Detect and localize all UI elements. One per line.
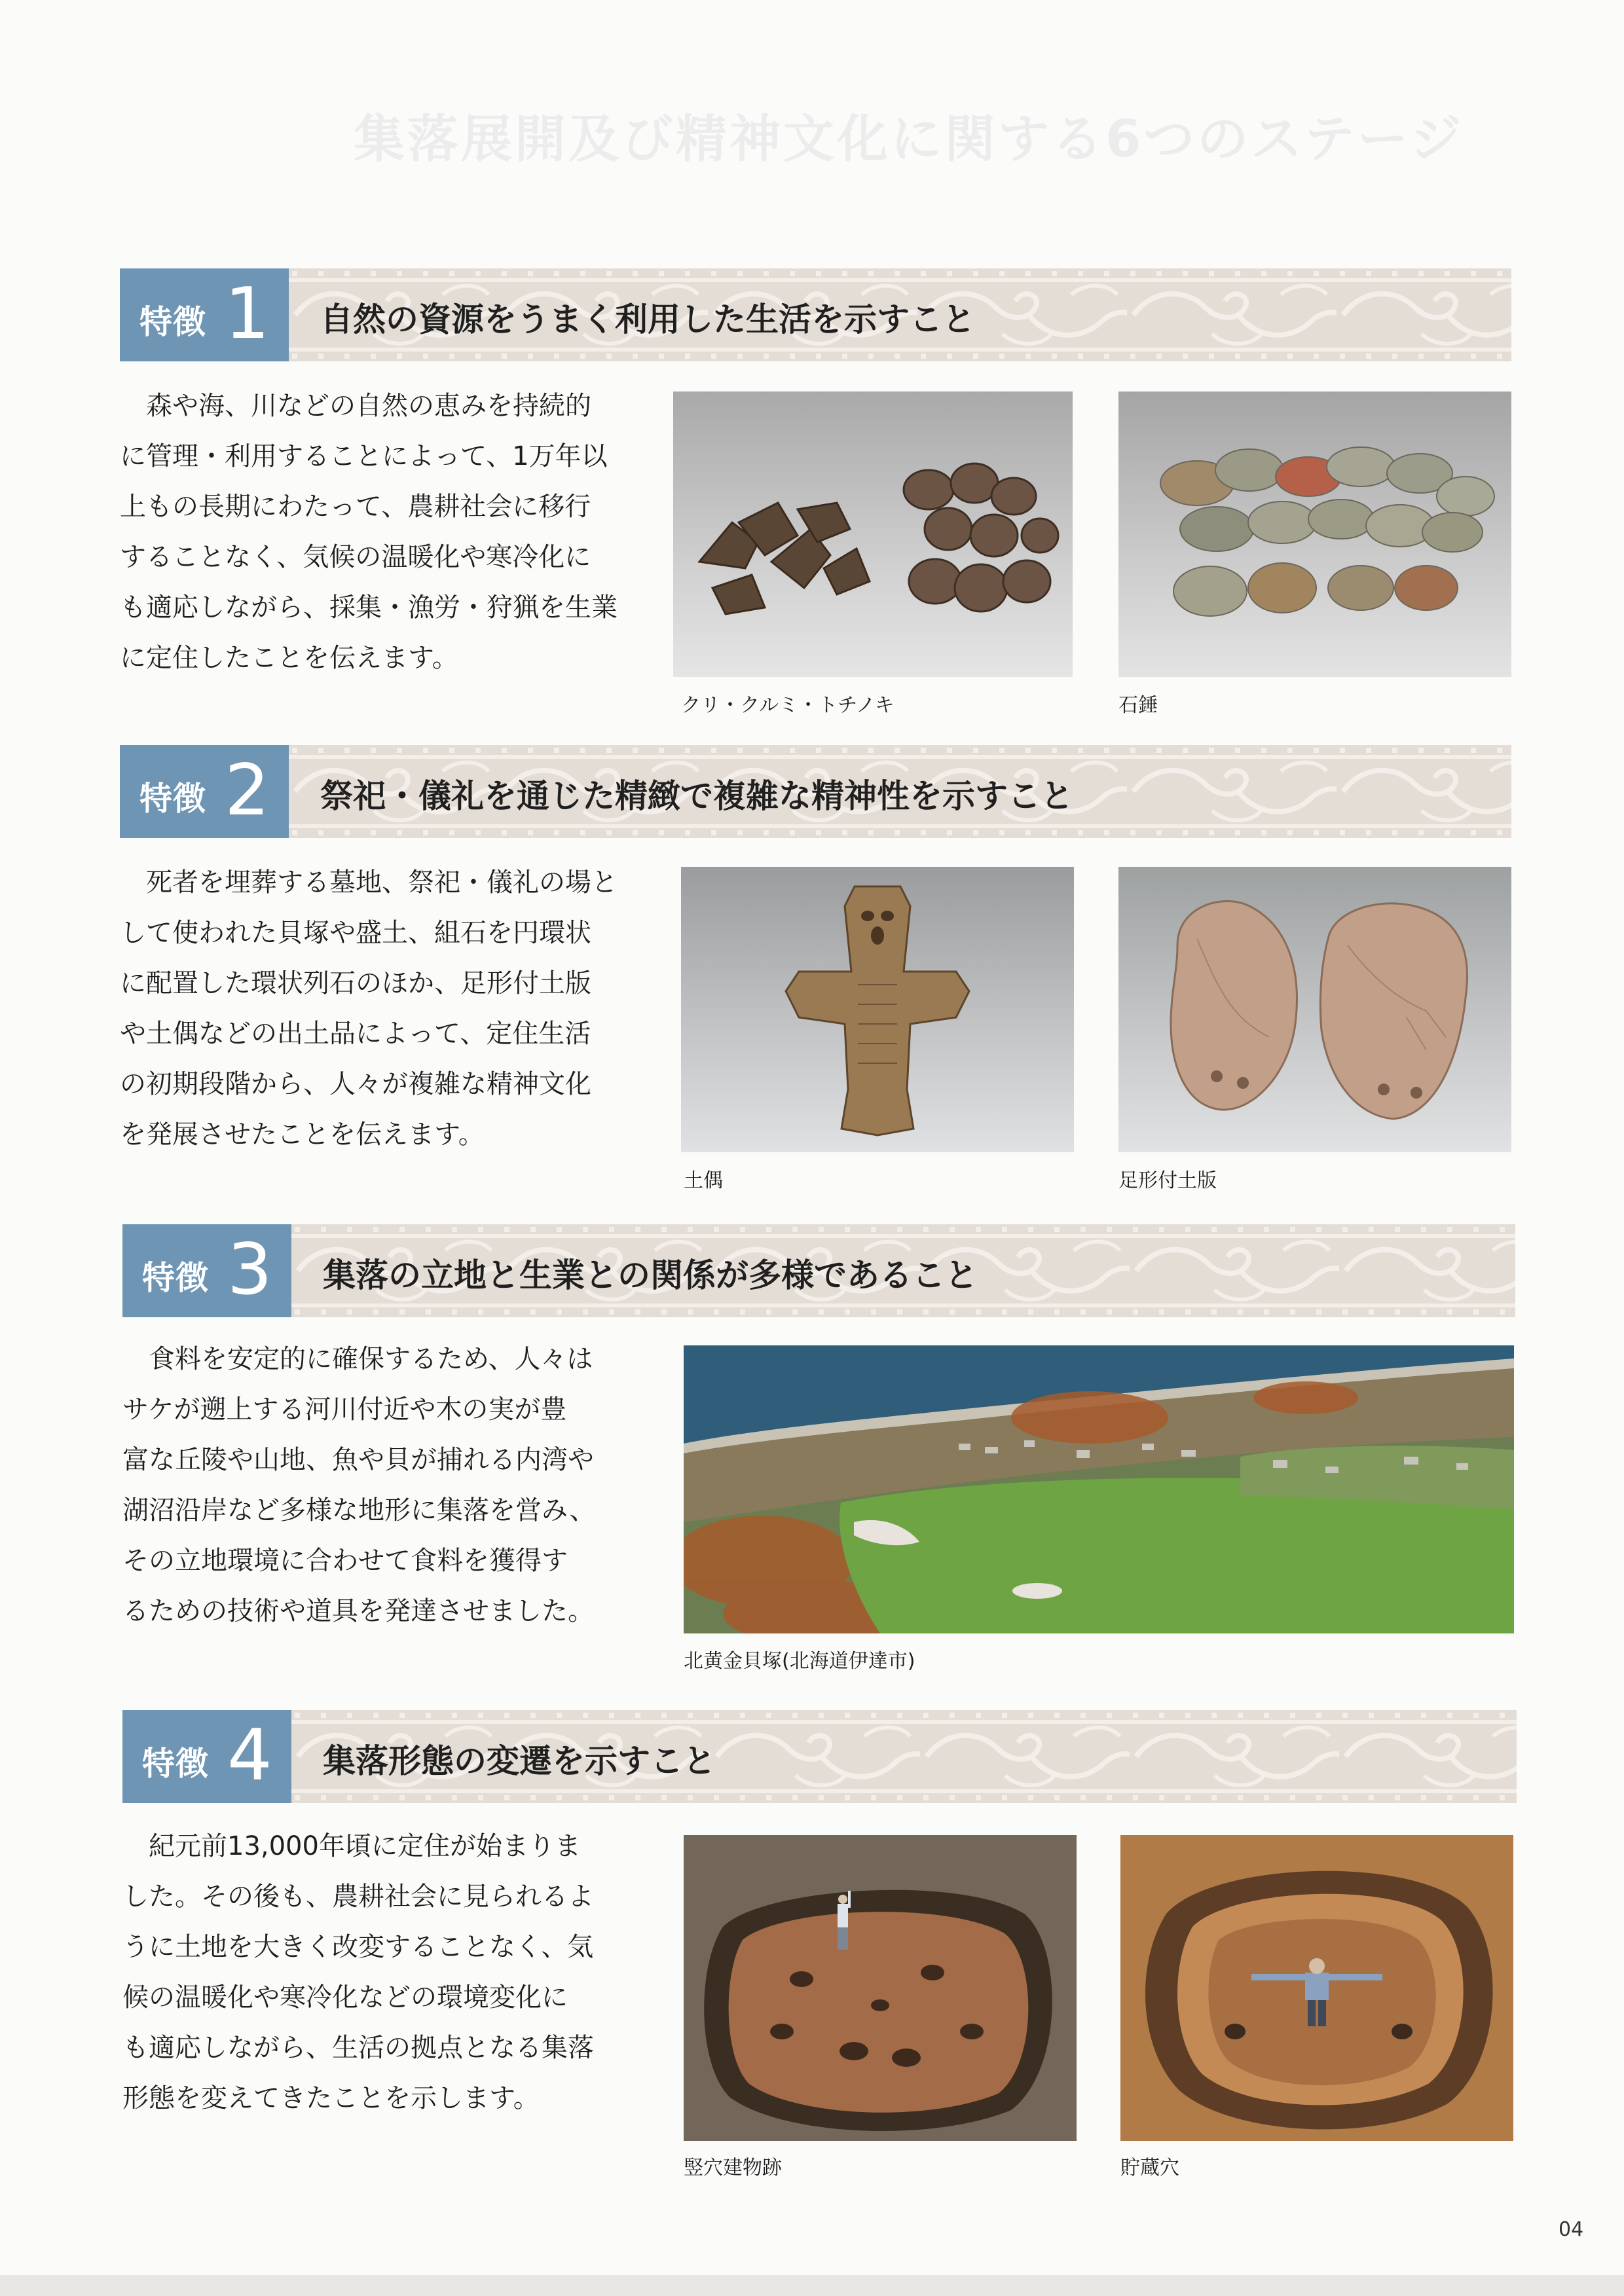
footprint-tablet-photo — [1118, 867, 1511, 1152]
feature-tag-label: 特徴 — [142, 1259, 209, 1297]
feature-1-band — [289, 268, 1511, 361]
body-line: その立地環境に合わせて食料を獲得す — [122, 1546, 568, 1576]
photo-caption: 竪穴建物跡 — [684, 2157, 782, 2179]
photo-caption: 足形付土版 — [1118, 1169, 1217, 1192]
body-line: 湖沼沿岸など多様な地形に集落を営み、 — [122, 1495, 596, 1525]
feature-2-body — [120, 858, 637, 1160]
feature-1-body — [120, 381, 637, 683]
body-line: して使われた貝塚や盛土、組石を円環状 — [120, 918, 591, 948]
body-line: や土偶などの出土品によって、定住生活 — [120, 1019, 591, 1049]
feature-tag-number: 2 — [225, 750, 270, 831]
feature-2-tag — [120, 745, 289, 838]
body-line: 候の温暖化や寒冷化などの環境変化に — [122, 1982, 568, 2013]
feature-1-title: 自然の資源をうまく利用した生活を示すこと — [320, 301, 975, 338]
feature-4-header — [122, 1710, 1517, 1803]
feature-tag-label: 特徴 — [142, 1745, 209, 1783]
feature-tag-label: 特徴 — [139, 780, 206, 818]
body-line: 紀元前13,000年頃に定住が始まりま — [149, 1831, 581, 1861]
faded-page-title: 集落展開及び精神文化に関する6つのステージ — [354, 110, 1464, 169]
feature-1-tag — [120, 268, 289, 361]
body-line: 上もの長期にわたって、農耕社会に移行 — [120, 492, 591, 522]
body-line: 死者を埋葬する墓地、祭祀・儀礼の場と — [146, 867, 618, 898]
photo-caption: 北黄金貝塚(北海道伊達市) — [684, 1650, 915, 1673]
body-line: も適応しながら、採集・漁労・狩猟を生業 — [120, 592, 618, 623]
photo-caption: 石錘 — [1118, 694, 1158, 717]
feature-2-header — [120, 745, 1511, 838]
body-line: した。その後も、農耕社会に見られるよ — [122, 1882, 594, 1912]
feature-2-title: 祭祀・儀礼を通じた精緻で複雑な精神性を示すこと — [320, 777, 1073, 815]
body-line: の初期段階から、人々が複雑な精神文化 — [120, 1069, 591, 1099]
feature-3-header — [122, 1224, 1515, 1317]
nuts-photo — [673, 392, 1073, 677]
body-line: うに土地を大きく改変することなく、気 — [122, 1932, 594, 1962]
body-line: 食料を安定的に確保するため、人々は — [149, 1344, 593, 1374]
feature-tag-number: 4 — [227, 1715, 272, 1796]
feature-tag-number: 1 — [225, 273, 270, 355]
feature-4-band — [291, 1710, 1517, 1803]
body-line: サケが遡上する河川付近や木の実が豊 — [122, 1394, 567, 1425]
body-line: を発展させたことを伝えます。 — [120, 1120, 485, 1150]
stone-weights-photo — [1118, 392, 1511, 677]
photo-caption: クリ・クルミ・トチノキ — [681, 694, 895, 717]
feature-tag-number: 3 — [227, 1229, 272, 1311]
page-bottom-edge — [0, 2275, 1624, 2296]
pit-dwelling-photo — [684, 1835, 1077, 2141]
body-line: に定住したことを伝えます。 — [120, 643, 458, 673]
body-line: することなく、気候の温暖化や寒冷化に — [120, 542, 591, 572]
storage-pit-photo — [1120, 1835, 1513, 2141]
feature-4-body — [122, 1821, 640, 2124]
feature-3-title: 集落の立地と生業との関係が多様であること — [323, 1256, 978, 1294]
feature-tag-label: 特徴 — [139, 303, 206, 341]
feature-1-header — [120, 268, 1511, 361]
feature-3-body — [122, 1334, 640, 1637]
body-line: に配置した環状列石のほか、足形付土版 — [120, 968, 591, 998]
dogu-figurine-photo — [681, 867, 1074, 1152]
body-line: 形態を変えてきたことを示します。 — [122, 2083, 540, 2113]
body-line: に管理・利用することによって、1万年以 — [120, 441, 608, 471]
photo-caption: 貯蔵穴 — [1120, 2157, 1179, 2179]
body-line: も適応しながら、生活の拠点となる集落 — [122, 2033, 594, 2063]
feature-3-band — [291, 1224, 1515, 1317]
feature-4-title: 集落形態の変遷を示すこと — [323, 1742, 716, 1780]
body-line: 富な丘陵や山地、魚や貝が捕れる内湾や — [122, 1445, 594, 1475]
feature-2-band — [289, 745, 1511, 838]
body-line: 森や海、川などの自然の恵みを持続的 — [146, 391, 591, 421]
photo-caption: 土偶 — [684, 1169, 723, 1192]
page-number: 04 — [1559, 2218, 1584, 2241]
feature-3-tag — [122, 1224, 291, 1317]
body-line: るための技術や道具を発達させました。 — [122, 1596, 594, 1626]
aerial-site-photo — [684, 1345, 1514, 1633]
feature-4-tag — [122, 1710, 291, 1803]
